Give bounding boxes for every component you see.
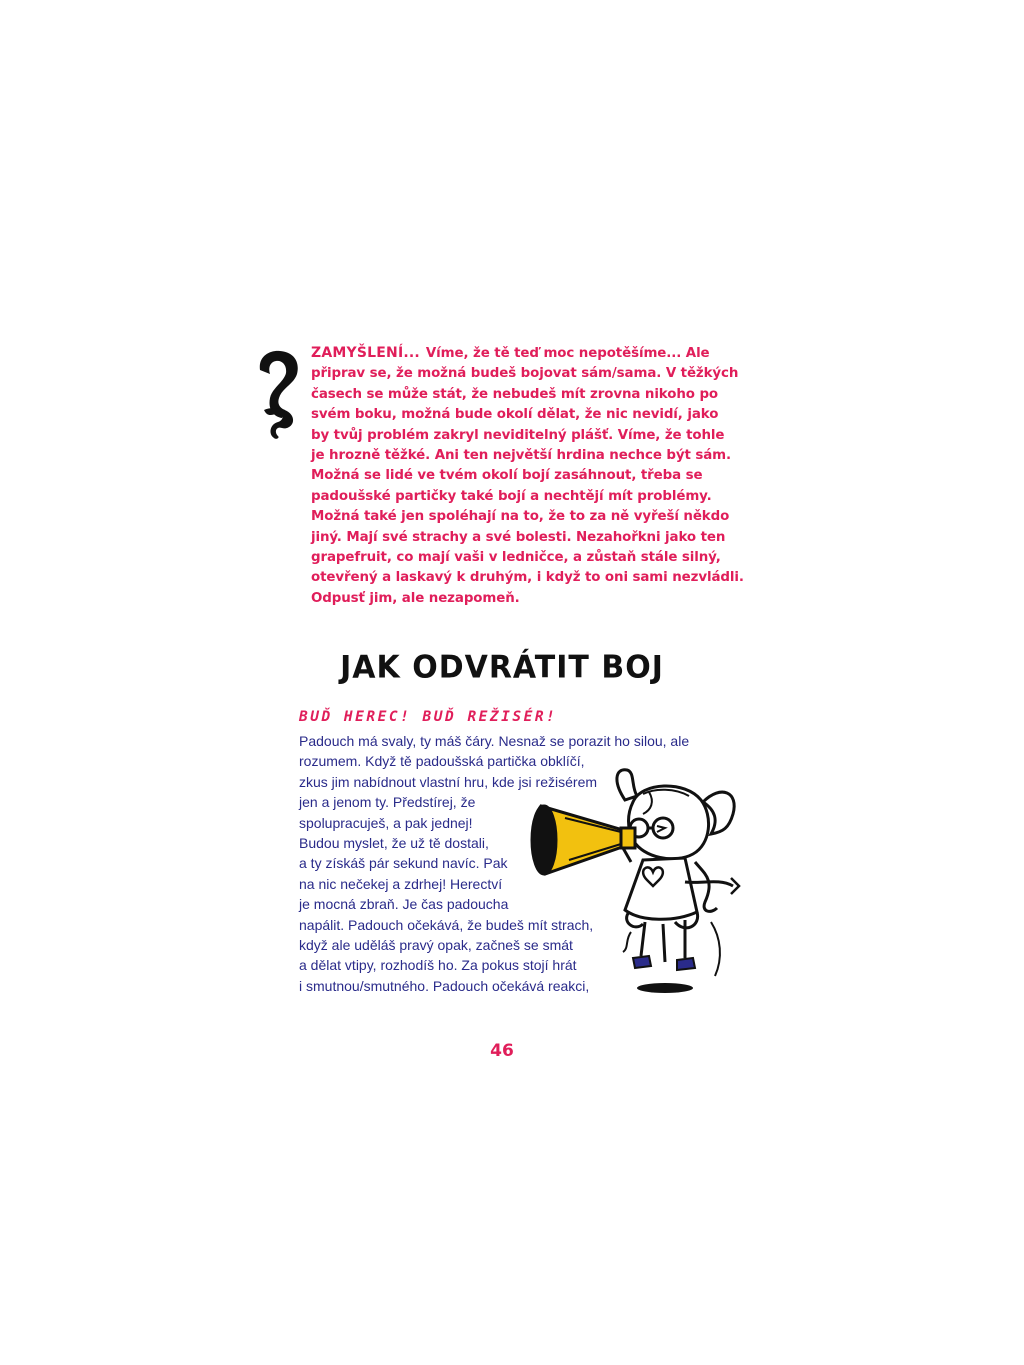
section-subtitle: BUĎ HEREC! BUĎ REŽISÉR! bbox=[299, 709, 558, 725]
musing-line: Odpusť jim, ale nezapomeň. bbox=[311, 590, 520, 606]
body-line: Budou myslet, že už tě dostali, bbox=[299, 835, 489, 852]
musing-line: je hrozně těžké. Ani ten největší hrdina nechce být sám. bbox=[311, 448, 731, 464]
body-line: na nic nečekej a zdrhej! Herectví bbox=[299, 875, 503, 892]
body-line: Padouch má svaly, ty máš čáry. Nesnaž se porazit ho silou, ale bbox=[299, 733, 690, 749]
musing-line: svém boku, možná bude okolí dělat, že nic nevidí, jako bbox=[311, 407, 719, 423]
musing-line-0: ZAMYŠLENÍ... Víme, že tě teď moc nepotěšíme... Ale bbox=[311, 345, 710, 361]
musing-line: by tvůj problém zakryl neviditelný plášť. Víme, že tohle bbox=[311, 427, 725, 443]
section-title: JAK ODVRÁTIT BOJ bbox=[340, 649, 664, 686]
musing-line: Možná se lidé ve tvém okolí bojí zasáhnout, třeba se bbox=[311, 468, 703, 484]
musing-line: připrav se, že možná budeš bojovat sám/sama. V těžkých bbox=[311, 366, 739, 382]
page-number: 46 bbox=[490, 1041, 514, 1061]
girl-with-megaphone-illustration bbox=[525, 762, 750, 1002]
musing-line: časech se může stát, že nebudeš mít zrovna nikoho po bbox=[311, 386, 719, 402]
body-line: když ale uděláš pravý opak, začneš se smát bbox=[299, 937, 573, 954]
musing-line: grapefruit, co mají vaši v ledničce, a zůstaň stále silný, bbox=[311, 550, 721, 566]
musing-heading: ZAMYŠLENÍ... bbox=[311, 345, 420, 361]
musing-line: otevřený a laskavý k druhým, i když to oni sami nezvládli. bbox=[311, 570, 744, 586]
body-line: je mocná zbraň. Je čas padoucha bbox=[299, 896, 509, 913]
body-line: rozumem. Když tě padoušská partička obklíčí, bbox=[299, 753, 585, 770]
body-line: napálit. Padouch očekává, že budeš mít strach, bbox=[299, 916, 594, 933]
body-line: zkus jim nabídnout vlastní hru, kde jsi režisérem bbox=[299, 773, 598, 790]
musing-box bbox=[311, 343, 744, 609]
body-line: a ty získáš pár sekund navíc. Pak bbox=[299, 855, 508, 872]
musing-line: Možná také jen spoléhají na to, že to za ně vyřeší někdo bbox=[311, 509, 730, 525]
body-line: jen a jenom ty. Předstírej, že bbox=[299, 794, 476, 811]
body-line: i smutnou/smutného. Padouch očekává reakci, bbox=[299, 977, 590, 994]
musing-line: padoušské partičky také bojí a nechtějí mít problémy. bbox=[311, 488, 712, 504]
question-mark-icon bbox=[252, 348, 302, 443]
musing-line: jiný. Mají své strachy a své bolesti. Nezahořkni jako ten bbox=[311, 529, 726, 545]
body-line: a dělat vtipy, rozhodíš ho. Za pokus stojí hrát bbox=[299, 957, 577, 974]
body-line: spolupracuješ, a pak jednej! bbox=[299, 814, 473, 831]
